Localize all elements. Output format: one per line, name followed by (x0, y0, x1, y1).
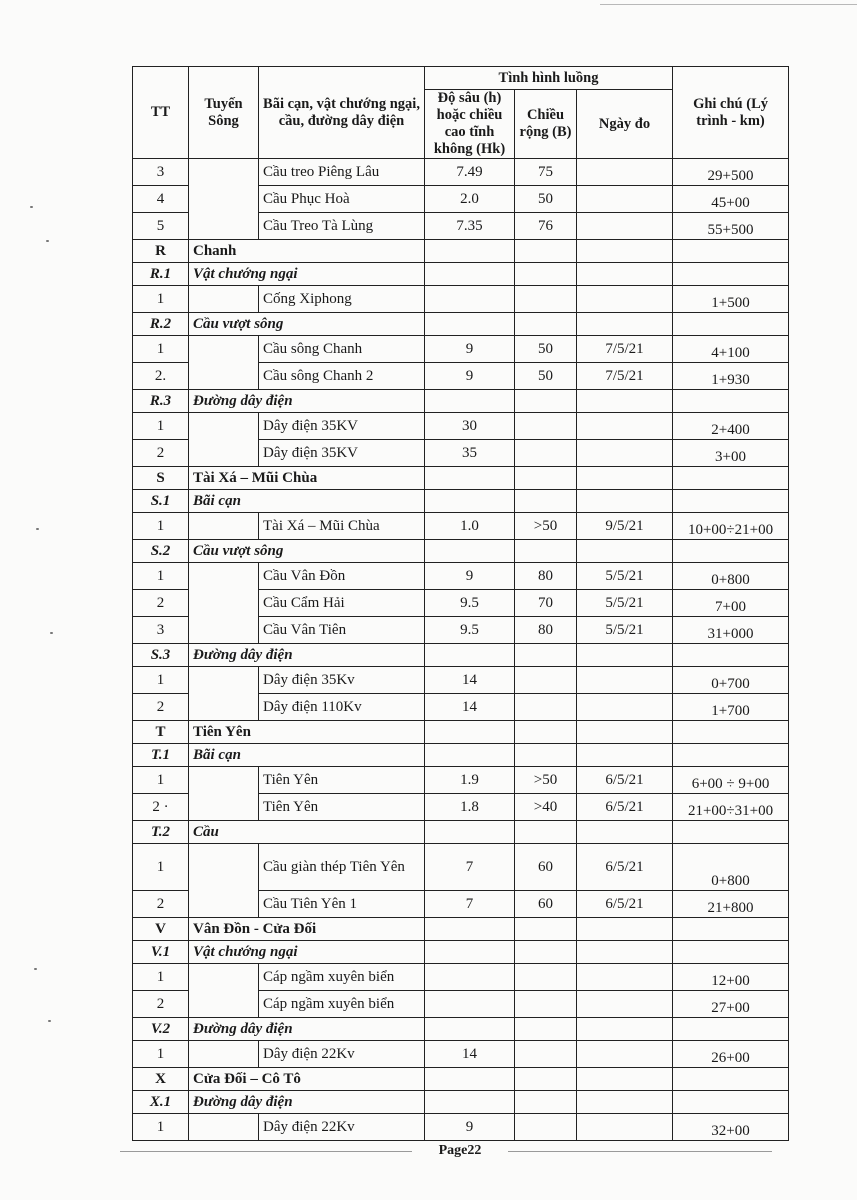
km-note: 27+00 (673, 991, 789, 1018)
empty-cell (515, 721, 577, 744)
km-note: 12+00 (673, 964, 789, 991)
footer-rule-left (120, 1151, 412, 1152)
table-row (133, 336, 789, 363)
route-cell (189, 767, 259, 821)
row-tt: R.3 (133, 390, 189, 413)
empty-cell (425, 240, 515, 263)
river-row (133, 467, 789, 490)
col-header-ghi-chu: Ghi chú (Lý trình - km) (673, 67, 789, 159)
page-footer (120, 1141, 772, 1161)
km-note: 4+100 (673, 336, 789, 363)
row-tt: 2 (133, 440, 189, 467)
table-row (133, 1114, 789, 1141)
row-tt: 1 (133, 844, 189, 891)
group-row (133, 821, 789, 844)
col-header-do-sau: Độ sâu (h) hoặc chiều cao tĩnh không (Hk) (425, 90, 515, 159)
empty-cell (673, 490, 789, 513)
row-tt: 2 · (133, 794, 189, 821)
empty-cell (673, 1091, 789, 1114)
depth-value (425, 964, 515, 991)
row-tt: 2. (133, 363, 189, 390)
table-row (133, 844, 789, 891)
col-header-obstacle: Bãi cạn, vật chướng ngại, cầu, đường dây điện (259, 67, 425, 159)
river-row (133, 1068, 789, 1091)
depth-value: 7.35 (425, 213, 515, 240)
width-value (515, 667, 577, 694)
survey-date (577, 440, 673, 467)
width-value (515, 286, 577, 313)
footer-rule-right (508, 1151, 772, 1152)
row-tt: 1 (133, 667, 189, 694)
obstacle-name: Cầu Vân Đồn (259, 563, 425, 590)
empty-cell (673, 644, 789, 667)
empty-cell (673, 467, 789, 490)
empty-cell (577, 313, 673, 336)
scan-speck (34, 968, 37, 970)
row-tt: 2 (133, 891, 189, 918)
km-note: 10+00÷21+00 (673, 513, 789, 540)
obstacle-name: Dây điện 110Kv (259, 694, 425, 721)
group-row (133, 540, 789, 563)
empty-cell (577, 941, 673, 964)
depth-value: 1.9 (425, 767, 515, 794)
row-tt: V (133, 918, 189, 941)
scan-speck (36, 528, 39, 530)
width-value (515, 991, 577, 1018)
page-number: Page22 (438, 1143, 482, 1158)
group-row (133, 644, 789, 667)
empty-cell (515, 467, 577, 490)
river-row (133, 240, 789, 263)
depth-value: 1.8 (425, 794, 515, 821)
km-note: 32+00 (673, 1114, 789, 1141)
depth-value: 14 (425, 694, 515, 721)
scan-speck (30, 206, 33, 208)
survey-date: 7/5/21 (577, 363, 673, 390)
empty-cell (673, 390, 789, 413)
river-row (133, 918, 789, 941)
row-tt: T (133, 721, 189, 744)
empty-cell (577, 721, 673, 744)
obstacle-name: Cầu Vân Tiên (259, 617, 425, 644)
obstacle-name: Dây điện 35KV (259, 440, 425, 467)
row-tt: 1 (133, 413, 189, 440)
width-value: 50 (515, 363, 577, 390)
river-name: Tiên Yên (189, 721, 425, 744)
survey-date (577, 213, 673, 240)
depth-value: 9 (425, 1114, 515, 1141)
empty-cell (515, 240, 577, 263)
group-row (133, 1018, 789, 1041)
survey-date: 7/5/21 (577, 336, 673, 363)
obstacle-name: Cống Xiphong (259, 286, 425, 313)
empty-cell (515, 1091, 577, 1114)
depth-value (425, 286, 515, 313)
depth-value (425, 991, 515, 1018)
route-cell (189, 667, 259, 721)
survey-date: 6/5/21 (577, 891, 673, 918)
width-value: 80 (515, 563, 577, 590)
km-note: 26+00 (673, 1041, 789, 1068)
width-value: 50 (515, 186, 577, 213)
obstacle-name: Dây điện 35Kv (259, 667, 425, 694)
empty-cell (515, 1018, 577, 1041)
width-value (515, 1114, 577, 1141)
depth-value: 9.5 (425, 590, 515, 617)
scan-speck (50, 632, 53, 634)
width-value: >50 (515, 767, 577, 794)
river-name: Chanh (189, 240, 425, 263)
width-value: >50 (515, 513, 577, 540)
col-header-chieu-rong: Chiều rộng (B) (515, 90, 577, 159)
km-note: 1+700 (673, 694, 789, 721)
table-row (133, 286, 789, 313)
survey-date (577, 991, 673, 1018)
obstacle-name: Tiên Yên (259, 767, 425, 794)
row-tt: 1 (133, 1041, 189, 1068)
empty-cell (515, 744, 577, 767)
width-value: 70 (515, 590, 577, 617)
km-note: 31+000 (673, 617, 789, 644)
empty-cell (577, 1018, 673, 1041)
width-value: 75 (515, 159, 577, 186)
empty-cell (425, 918, 515, 941)
group-name: Đường dây điện (189, 1091, 425, 1114)
empty-cell (577, 1091, 673, 1114)
obstacle-name: Cầu sông Chanh (259, 336, 425, 363)
route-cell (189, 964, 259, 1018)
empty-cell (673, 540, 789, 563)
col-header-tinh-hinh-luong: Tình hình luồng (425, 67, 673, 90)
group-name: Bãi cạn (189, 490, 425, 513)
depth-value: 9 (425, 563, 515, 590)
route-cell (189, 159, 259, 240)
group-name: Cầu vượt sông (189, 540, 425, 563)
top-edge-line (600, 4, 857, 5)
row-tt: S.3 (133, 644, 189, 667)
depth-value: 14 (425, 1041, 515, 1068)
row-tt: X (133, 1068, 189, 1091)
river-name: Vân Đồn - Cửa Đối (189, 918, 425, 941)
km-note: 2+400 (673, 413, 789, 440)
obstacle-name: Cầu Tiên Yên 1 (259, 891, 425, 918)
km-note: 21+00÷31+00 (673, 794, 789, 821)
group-name: Vật chướng ngại (189, 263, 425, 286)
km-note: 29+500 (673, 159, 789, 186)
route-cell (189, 1041, 259, 1068)
group-name: Cầu (189, 821, 425, 844)
row-tt: R (133, 240, 189, 263)
survey-date (577, 413, 673, 440)
depth-value: 7 (425, 844, 515, 891)
empty-cell (673, 721, 789, 744)
empty-cell (577, 744, 673, 767)
empty-cell (577, 1068, 673, 1091)
empty-cell (673, 263, 789, 286)
obstacle-name: Cầu Phục Hoà (259, 186, 425, 213)
row-tt: 2 (133, 694, 189, 721)
group-row (133, 490, 789, 513)
depth-value: 14 (425, 667, 515, 694)
row-tt: V.1 (133, 941, 189, 964)
empty-cell (515, 941, 577, 964)
table-row (133, 1041, 789, 1068)
width-value (515, 440, 577, 467)
survey-date (577, 159, 673, 186)
width-value: 60 (515, 844, 577, 891)
empty-cell (673, 1018, 789, 1041)
depth-value: 9 (425, 336, 515, 363)
empty-cell (425, 1091, 515, 1114)
empty-cell (577, 821, 673, 844)
group-name: Đường dây điện (189, 390, 425, 413)
width-value (515, 1041, 577, 1068)
empty-cell (515, 918, 577, 941)
table-row (133, 159, 789, 186)
width-value: 80 (515, 617, 577, 644)
depth-value: 7 (425, 891, 515, 918)
group-row (133, 744, 789, 767)
obstacle-name: Dây điện 35KV (259, 413, 425, 440)
empty-cell (515, 1068, 577, 1091)
depth-value: 2.0 (425, 186, 515, 213)
route-cell (189, 513, 259, 540)
survey-date (577, 667, 673, 694)
group-row (133, 941, 789, 964)
route-cell (189, 1114, 259, 1141)
group-name: Bãi cạn (189, 744, 425, 767)
obstacle-name: Cầu treo Piêng Lâu (259, 159, 425, 186)
survey-date (577, 1041, 673, 1068)
km-note: 6+00 ÷ 9+00 (673, 767, 789, 794)
row-tt: 4 (133, 186, 189, 213)
width-value (515, 964, 577, 991)
depth-value: 30 (425, 413, 515, 440)
km-note: 1+500 (673, 286, 789, 313)
row-tt: S.2 (133, 540, 189, 563)
empty-cell (673, 918, 789, 941)
empty-cell (673, 313, 789, 336)
row-tt: 2 (133, 991, 189, 1018)
empty-cell (673, 821, 789, 844)
depth-value: 35 (425, 440, 515, 467)
obstacle-name: Cầu giàn thép Tiên Yên (259, 844, 425, 891)
survey-date (577, 286, 673, 313)
obstacle-name: Dây điện 22Kv (259, 1041, 425, 1068)
table-row (133, 667, 789, 694)
empty-cell (425, 390, 515, 413)
survey-date: 9/5/21 (577, 513, 673, 540)
row-tt: 5 (133, 213, 189, 240)
km-note: 0+800 (673, 844, 789, 891)
row-tt: S.1 (133, 490, 189, 513)
obstacle-name: Cầu Treo Tà Lùng (259, 213, 425, 240)
obstacle-name: Cầu Cẩm Hải (259, 590, 425, 617)
row-tt: 1 (133, 767, 189, 794)
group-row (133, 390, 789, 413)
row-tt: R.1 (133, 263, 189, 286)
group-row (133, 1091, 789, 1114)
empty-cell (425, 721, 515, 744)
survey-date: 6/5/21 (577, 767, 673, 794)
row-tt: 1 (133, 1114, 189, 1141)
table-row (133, 563, 789, 590)
empty-cell (577, 263, 673, 286)
route-cell (189, 563, 259, 644)
empty-cell (425, 1068, 515, 1091)
col-header-tt: TT (133, 67, 189, 159)
empty-cell (515, 390, 577, 413)
row-tt: R.2 (133, 313, 189, 336)
empty-cell (425, 490, 515, 513)
depth-value: 9.5 (425, 617, 515, 644)
river-name: Cửa Đối – Cô Tô (189, 1068, 425, 1091)
scan-speck (48, 1020, 51, 1022)
group-name: Đường dây điện (189, 644, 425, 667)
row-tt: 1 (133, 964, 189, 991)
row-tt: V.2 (133, 1018, 189, 1041)
depth-value: 1.0 (425, 513, 515, 540)
row-tt: 3 (133, 159, 189, 186)
group-name: Cầu vượt sông (189, 313, 425, 336)
depth-value: 9 (425, 363, 515, 390)
empty-cell (425, 941, 515, 964)
empty-cell (425, 263, 515, 286)
col-header-ngay-do: Ngày đo (577, 90, 673, 159)
obstacle-name: Tiên Yên (259, 794, 425, 821)
km-note: 21+800 (673, 891, 789, 918)
survey-date: 6/5/21 (577, 794, 673, 821)
row-tt: 1 (133, 286, 189, 313)
obstacle-name: Cầu sông Chanh 2 (259, 363, 425, 390)
route-cell (189, 844, 259, 918)
table-body (133, 159, 789, 1141)
empty-cell (425, 1018, 515, 1041)
survey-date: 5/5/21 (577, 563, 673, 590)
km-note: 45+00 (673, 186, 789, 213)
survey-date (577, 694, 673, 721)
scan-speck (46, 240, 49, 242)
empty-cell (425, 467, 515, 490)
row-tt: 3 (133, 617, 189, 644)
row-tt: S (133, 467, 189, 490)
group-row (133, 263, 789, 286)
survey-date: 5/5/21 (577, 590, 673, 617)
empty-cell (577, 490, 673, 513)
row-tt: T.1 (133, 744, 189, 767)
km-note: 1+930 (673, 363, 789, 390)
group-name: Đường dây điện (189, 1018, 425, 1041)
empty-cell (515, 490, 577, 513)
river-row (133, 721, 789, 744)
empty-cell (425, 313, 515, 336)
width-value: 50 (515, 336, 577, 363)
width-value: >40 (515, 794, 577, 821)
empty-cell (673, 1068, 789, 1091)
col-header-tuyen-song: Tuyến Sông (189, 67, 259, 159)
width-value (515, 413, 577, 440)
river-name: Tài Xá – Mũi Chùa (189, 467, 425, 490)
empty-cell (577, 540, 673, 563)
width-value (515, 694, 577, 721)
empty-cell (425, 821, 515, 844)
empty-cell (515, 540, 577, 563)
empty-cell (515, 263, 577, 286)
empty-cell (673, 744, 789, 767)
obstacle-name: Tài Xá – Mũi Chùa (259, 513, 425, 540)
empty-cell (425, 744, 515, 767)
empty-cell (673, 240, 789, 263)
row-tt: 1 (133, 336, 189, 363)
route-cell (189, 336, 259, 390)
route-cell (189, 286, 259, 313)
row-tt: X.1 (133, 1091, 189, 1114)
row-tt: T.2 (133, 821, 189, 844)
empty-cell (515, 821, 577, 844)
row-tt: 2 (133, 590, 189, 617)
survey-date: 6/5/21 (577, 844, 673, 891)
row-tt: 1 (133, 563, 189, 590)
width-value: 60 (515, 891, 577, 918)
empty-cell (577, 644, 673, 667)
table-row (133, 767, 789, 794)
km-note: 0+800 (673, 563, 789, 590)
obstacle-name: Cáp ngầm xuyên biển (259, 964, 425, 991)
survey-date: 5/5/21 (577, 617, 673, 644)
table-row (133, 964, 789, 991)
obstacle-name: Cáp ngầm xuyên biển (259, 991, 425, 1018)
survey-date (577, 186, 673, 213)
group-row (133, 313, 789, 336)
empty-cell (577, 390, 673, 413)
survey-date (577, 1114, 673, 1141)
route-cell (189, 413, 259, 467)
km-note: 3+00 (673, 440, 789, 467)
empty-cell (577, 918, 673, 941)
empty-cell (515, 313, 577, 336)
obstacle-name: Dây điện 22Kv (259, 1114, 425, 1141)
empty-cell (577, 240, 673, 263)
channel-obstacle-table (132, 66, 789, 1141)
row-tt: 1 (133, 513, 189, 540)
km-note: 7+00 (673, 590, 789, 617)
empty-cell (673, 941, 789, 964)
empty-cell (425, 540, 515, 563)
survey-date (577, 964, 673, 991)
empty-cell (515, 644, 577, 667)
km-note: 0+700 (673, 667, 789, 694)
table-row (133, 413, 789, 440)
width-value: 76 (515, 213, 577, 240)
depth-value: 7.49 (425, 159, 515, 186)
group-name: Vật chướng ngại (189, 941, 425, 964)
km-note: 55+500 (673, 213, 789, 240)
empty-cell (577, 467, 673, 490)
table-row (133, 513, 789, 540)
empty-cell (425, 644, 515, 667)
